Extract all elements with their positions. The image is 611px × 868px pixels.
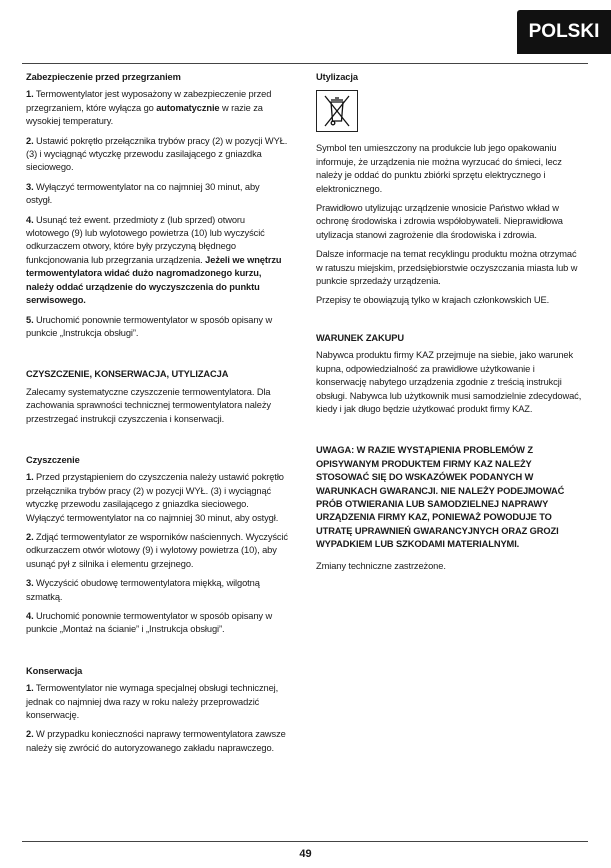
cleaning-step-2: 2. Zdjąć termowentylator ze wsporników naściennych. Wyczyścić odkurzaczem otwór wlotowy (9) i wylotowy powietrza (10), aby usunąć pył z silnika i elementu grzejnego.: [26, 531, 288, 569]
overheat-step-4: 4. Usunąć też ewent. przedmioty z (lub sprzed) otworu wlotowego (9) lub wylotowego powietrza (10) lub wyczyścić odkurzaczem otwory, które były przyczyną błędnego funkcjonowania lub przegrzania urządzenia. Jeżeli we wnętrzu termowentylatora widać dużo nagromadzonego kurzu, należy oddać urządzenie do wyczyszczenia do punktu serwisowego.: [26, 214, 282, 306]
cleaning-step-4: 4. Uruchomić ponownie termowentylator w sposób opisany w punkcie „Montaż na ścianie” i „Instrukcja obsługi”.: [26, 611, 273, 635]
overheat-step-1: 1. Termowentylator jest wyposażony w zabezpieczenie przed przegrzaniem, które wyłącza go automatycznie w razie za wysokiej temperatury.: [26, 89, 272, 127]
overheat-step-5: 5. Uruchomić ponownie termowentylator w sposób opisany w punkcie „Instrukcja obsługi”.: [26, 314, 273, 338]
cleaning-maintenance-intro: Zalecamy systematyczne czyszczenie termowentylatora. Dla zachowania sprawności technicznej termowentylatora należy przestrzegać instrukcji czyszczenia i konserwacji.: [26, 386, 271, 424]
disposal-section: [316, 71, 584, 308]
overheat-heading: Zabezpieczenie przed przegrzaniem: [26, 72, 181, 82]
language-label: POLSKI: [528, 21, 600, 42]
purchase-heading: WARUNEK ZAKUPU: [316, 332, 404, 343]
cleaning-step-1: 1. Przed przystąpieniem do czyszczenia należy ustawić pokrętło przełącznika trybów pracy (2) w pozycji WYŁ. (3) i wyciągnąć wtyczkę przewodu zasilającego z gniazdka sieciowego. Wyłączyć termowentylator na co najmniej 30 minut, aby ostygł.: [26, 472, 284, 523]
disposal-paragraph-1: Symbol ten umieszczony na produkcie lub jego opakowaniu informuje, że urządzenia nie można wyrzucać do śmieci, lecz należy je oddać do punktu zbiórki sprzętu elektrycznego i elektronicznego.: [316, 143, 562, 194]
disposal-paragraph-4: Przepisy te obowiązują tylko w krajach członkowskich UE.: [316, 295, 550, 306]
right-column: [316, 71, 584, 579]
cleaning-section: [26, 454, 288, 637]
maintenance-heading: Konserwacja: [26, 665, 83, 676]
overheat-section: [26, 71, 288, 340]
cleaning-step-3: 3. Wyczyścić obudowę termowentylatora miękką, wilgotną szmatką.: [26, 578, 260, 602]
top-divider: [22, 63, 588, 64]
language-tab: [517, 10, 611, 54]
cleaning-maintenance-section: [26, 368, 288, 426]
left-column: [26, 71, 288, 761]
warranty-warning: UWAGA: W RAZIE WYSTĄPIENIA PROBLEMÓW Z OPISYWANYM PRODUKTEM FIRMY KAZ NALEŻY STOSOWAĆ SIĘ DO WSKAZÓWEK PODANYCH W WARUNKACH GWARANCJI. NIE NALEŻY PODEJMOWAĆ PRÓB OTWIERANIA LUB SAMODZIELNEJ NAPRAWY URZĄDZENIA FIRMY KAZ, PONIEWAŻ POWODUJE TO UTRATĘ UPRAWNIEŃ GWARANCYJNYCH ORAZ GROZI WYPADKIEM LUB SZKODAMI MATERIALNYMI.: [316, 445, 565, 550]
maintenance-step-1: 1. Termowentylator nie wymaga specjalnej obsługi technicznej, jednak co najmniej dwa razy w roku należy przeprowadzić konserwację.: [26, 683, 279, 721]
page-number: 49: [299, 848, 312, 860]
bottom-divider: [22, 841, 588, 842]
wheelie-bin-svg: [321, 93, 353, 129]
purchase-paragraph: Nabywca produktu firmy KAZ przejmuje na siebie, jako warunek kupna, odpowiedzialność za prawidłowe użytkowanie i konserwację nabytego urządzenia zgodnie z treścią instrukcji obsługi. Nabywca lub użytkownik musi samodzielnie zdecydować, kiedy i jak długo będzie użytkować produkt firmy KAZ.: [316, 350, 582, 414]
disposal-paragraph-2: Prawidłowo utylizując urządzenie wnosicie Państwo wkład w ochronę środowiska i zdrowia współobywateli. Nieprawidłowa utylizacja stanowi zagrożenie dla środowiska i zdrowia.: [316, 203, 563, 240]
overheat-step-3: 3. Wyłączyć termowentylator na co najmniej 30 minut, aby ostygł.: [26, 181, 260, 206]
disposal-heading: Utylizacja: [316, 72, 358, 82]
cleaning-maintenance-heading: CZYSZCZENIE, KONSERWACJA, UTYLIZACJA: [26, 369, 229, 380]
overheat-step-2: 2. Ustawić pokrętło przełącznika trybów pracy (2) w pozycji WYŁ. (3) i wyciągnąć wtyczkę przewodu zasilającego z gniazdka sieciowego.: [26, 135, 288, 173]
cleaning-heading: Czyszczenie: [26, 454, 80, 465]
maintenance-step-2: 2. W przypadku konieczności naprawy termowentylatora zawsze należy się zwrócić do autoryzowanego zakładu naprawczego.: [26, 729, 286, 753]
disposal-paragraph-3: Dalsze informacje na temat recyklingu produktu można otrzymać w ratuszu miejskim, przedsiębiorstwie oczyszczania miasta lub w punkcie sprzedaży urządzenia.: [316, 249, 578, 287]
maintenance-section: [26, 665, 288, 755]
purchase-section: [316, 332, 584, 416]
crossed-out-wheelie-bin-icon: [316, 90, 358, 132]
technical-changes-note: Zmiany techniczne zastrzeżone.: [316, 560, 446, 571]
